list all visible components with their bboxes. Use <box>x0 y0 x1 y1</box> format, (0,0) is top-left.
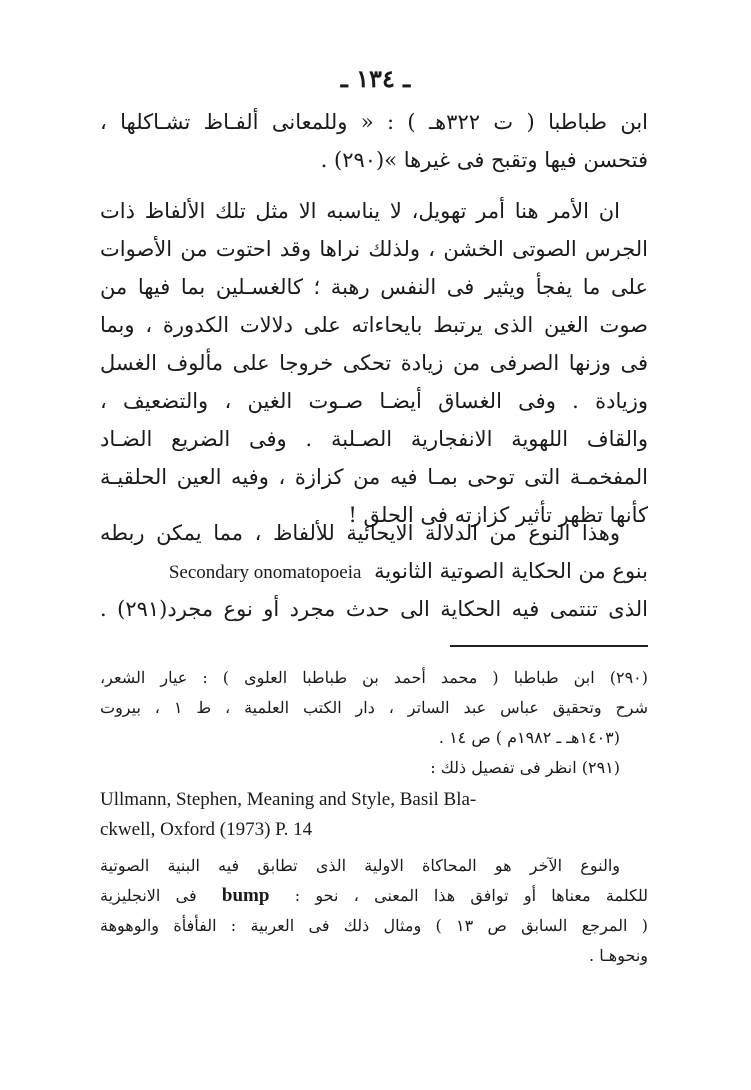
page-number: ـ ١٣٤ ـ <box>340 64 411 93</box>
text-line: الذى تنتمى فيه الحكاية الى حدث مجرد أو نوع مجرد(٢٩١) . <box>100 597 648 621</box>
footnote-line: ونحوهـا . <box>589 946 648 965</box>
text-line: ابن طباطبا ( ت ٣٢٢هـ ) : « وللمعانى ألفـاظ تشـاكلها ، <box>100 110 648 134</box>
text-line: على ما يفجأ ويثير فى النفس رهبة ؛ كالغسـلين بما فيها من <box>100 275 648 299</box>
footnote-line: ( المرجع السابق ص ١٣ ) ومثال ذلك فى العربية : الفأفأة والوهوهة <box>100 916 648 935</box>
text-line: وزيادة . وفى الغساق أيضـا صـوت الغين ، والتضعيف ، <box>100 389 648 413</box>
example-word: bump <box>221 885 270 906</box>
note-text: فى الانجليزية <box>100 886 197 905</box>
reference-line: ckwell, Oxford (1973) P. 14 <box>100 819 313 840</box>
reference-line: Ullmann, Stephen, Meaning and Style, Basil Bla- <box>100 789 477 810</box>
paragraph-analysis <box>100 192 648 534</box>
footnote-291-intro: (٢٩١) انظر فى تفصيل ذلك : <box>430 758 620 777</box>
text-line: وهذا النوع من الدلالة الايحائية للألفاظ ، مما يمكن ربطه <box>100 521 620 545</box>
footnote-line: شرح وتحقيق عباس عبد الساتر ، دار الكتب العلمية ، ط ١ ، بيروت <box>100 698 648 717</box>
note-text: للكلمة معناها أو توافق هذا المعنى ، نحو : <box>294 886 648 905</box>
footnote-separator <box>450 645 648 647</box>
footnote-line: (٢٩٠) ابن طباطبا ( محمد أحمد بن طباطبا العلوى ) : عيار الشعر، <box>100 668 648 687</box>
paragraph-onomatopoeia <box>100 514 648 628</box>
text-line: الجرس الصوتى الخشن ، ولذلك نراها وقد احتوت من الأصوات <box>100 237 648 261</box>
text-line: ان الأمر هنا أمر تهويل، لا يناسبه الا مثل تلك الألفاظ ذات <box>100 199 620 223</box>
bibliographic-reference <box>100 785 648 845</box>
text-line: والقاف اللهوية الانفجارية الصـلبة . وفى الضريع الضـاد <box>100 427 648 451</box>
english-term: Secondary onomatopoeia <box>168 562 362 583</box>
text-line: صوت الغين الذى يرتبط بايحاءاته على دلالات الكدورة ، وبما <box>100 313 648 337</box>
footnote-note <box>100 851 648 971</box>
text-line: كأنها تظهر تأثير كزازته فى الحلق ! <box>348 503 648 527</box>
text-line: فتحسن فيها وتقبح فى غيرها »(٢٩٠) . <box>320 148 648 172</box>
paragraph-quote <box>100 103 648 179</box>
arabic-term: بنوع من الحكاية الصوتية الثانوية <box>374 559 648 583</box>
footnote-line: (١٤٠٣هـ ـ ١٩٨٢م ) ص ١٤ . <box>438 728 620 747</box>
text-line: المفخمـة التى توحى بمـا فيه من كزازة ، وفيه العين الحلقيـة <box>100 465 648 489</box>
footnote-line: والنوع الآخر هو المحاكاة الاولية الذى تطابق فيه البنية الصوتية <box>100 856 620 875</box>
footnote-line <box>100 881 648 911</box>
footnote-290 <box>100 663 648 783</box>
text-line <box>100 552 648 590</box>
text-line: فى وزنها الصرفى من زيادة تحكى خروجا على مألوف الغسل <box>100 351 648 375</box>
